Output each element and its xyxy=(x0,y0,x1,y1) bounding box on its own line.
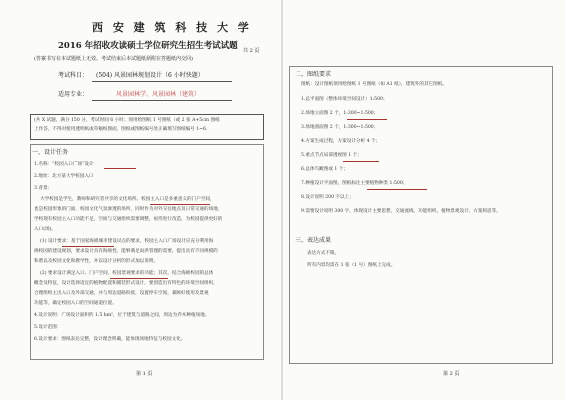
drawing-item: 7.种植设计平面图，图纸标注主要植物种类 1:500； xyxy=(301,181,408,186)
item-1: 1.名称：“校园入口广场”设计 xyxy=(34,162,94,167)
drawing-item: 5.重点节点局部透视图 1 个； xyxy=(301,153,362,158)
page-number: 第 2 页 xyxy=(443,371,460,377)
exam-subject-label: 考试科目： xyxy=(58,72,89,79)
instructions-line-2: 上作答，不得对使用透明纸或草稿纸图面，图纸或图纸编号处正确填写图纸编号 1~6. xyxy=(34,127,208,132)
section-title-drawing-requirements: 二、图纸要求 xyxy=(295,71,332,78)
section-title-design-task: 一、设计任务 xyxy=(32,149,69,156)
drawing-item: 1.总平面图（整体环境空间设计）1:500； xyxy=(301,97,388,102)
drawing-item: 9.需要设计说明 300 字，体现设计主要思想，交通流线、功能组织、植物景观设计、方案构思等。 xyxy=(301,209,501,214)
para-line: 也是校园形象的门面，校园文化气氛渗透的场所，同时作为对外交往地点及日常交通的场地， xyxy=(34,207,223,212)
page-number: 第 1 页 xyxy=(136,371,153,377)
para-line: (1) 设计要求：基于国家海绵城市建设试点的要求，校园主入口广场设计应充分利用海 xyxy=(40,239,214,244)
content-frame xyxy=(30,144,264,360)
page-count: 共 2 页 xyxy=(243,48,260,54)
drawing-item: 6.总体鸟瞰图或 1 个； xyxy=(301,167,348,172)
drawing-item: 8.设计说明 200 字以上； xyxy=(301,195,354,200)
red-underline-mark xyxy=(367,189,427,190)
para-line: 概念及特征，设计选择适宜的植物配置和铺装形式设计，要创造出有特色的环境空间组织， xyxy=(34,281,218,286)
major-value: 风景园林学、风景园林（建筑） xyxy=(116,91,201,98)
drawing-item: 3.场地剖面图 2 个，1:300~1:500； xyxy=(301,125,379,130)
drawing-item: 4.方案生成过程，方案设计分析 4 个； xyxy=(301,139,381,144)
red-underline-mark xyxy=(347,119,387,120)
exam-page-2 xyxy=(283,0,565,400)
para-line: 4.设计说明：广场设计面积约 1.5 hm²，位于建筑与道路之间，周边为乔木种植场地。 xyxy=(34,313,210,318)
output-line: 所有内容均需在 1 张（1 号）图纸上完成。 xyxy=(307,263,396,268)
para-line: 学校现有校园主入口功能不足，空间与交通组织需要调整，亟待进行改造，为校园提供更好的 xyxy=(34,217,223,222)
para-line: 5.设计范围： xyxy=(34,325,62,330)
para-line: 功能等，确定校园入口的空间通道位置。 xyxy=(34,301,117,306)
major-underline xyxy=(92,100,232,101)
subject-underline xyxy=(92,81,232,82)
para-line: 绵校园的建设规划，要求设计具有海绵性、能够满足雨洪管理的需要，提出具有不同规模的 xyxy=(34,249,218,254)
para-line: 入口(场)。 xyxy=(34,227,56,232)
exam-title: 2016 年招收攻读硕士学位研究生招生考试试题 xyxy=(58,41,238,51)
section-title-output: 三、表达成果 xyxy=(295,237,332,244)
university-name: 西 安 建 筑 科 技 大 学 xyxy=(92,21,252,34)
output-line: 表达方式不限。 xyxy=(307,251,340,256)
drawing-item: 2.场地立面图 2 个，1:300~1:500； xyxy=(301,111,379,116)
item-3: 3.背景： xyxy=(34,186,53,191)
exam-subject-value: (504) 风景园林规划设计（6 小时快题） xyxy=(96,72,204,79)
para-line: 和谐以及校园文化和教学性，并以设计分析的形式加以说明。 xyxy=(34,259,159,264)
para-line: (2) 要求设计满足入口、门户空间，校园景观要求的功能；其次，结合海绵校园的总体 xyxy=(40,271,214,276)
exam-note: (答案书写在本试题纸上无效。考试结束后本试题纸须附在答题纸内交回) xyxy=(34,56,193,62)
red-underline-mark xyxy=(343,161,379,162)
drawing-intro: 图纸：设计图纸须用绘图纸 1 号图纸（如 A1 纸），建筑外的其它图纸。 xyxy=(301,82,447,87)
exam-page-1 xyxy=(0,0,282,400)
major-label: 适用专业： xyxy=(58,91,89,98)
para-line: 大学校园是学生，教师和研究者共享的文化场所。校园主入口是多重意义的门户空间， xyxy=(40,197,215,202)
para-line: 合理组织主出入口及外部交通，并与周边道路衔接，设置停车空间，兼顾好使用及景观 xyxy=(34,291,209,296)
item-2: 2.地址：北方某大学校园入口 xyxy=(34,174,94,179)
para-line: 6.设计要求：图纸表达完整，设计理念明确，能体现场地特征与校园文化。 xyxy=(34,337,186,342)
instructions-line-1: (共 X 试题，满分 150 分，考试时间 6 小时；须用绘图纸 1 号图纸（或 2 张 A+5cm 图纸 xyxy=(34,118,220,123)
